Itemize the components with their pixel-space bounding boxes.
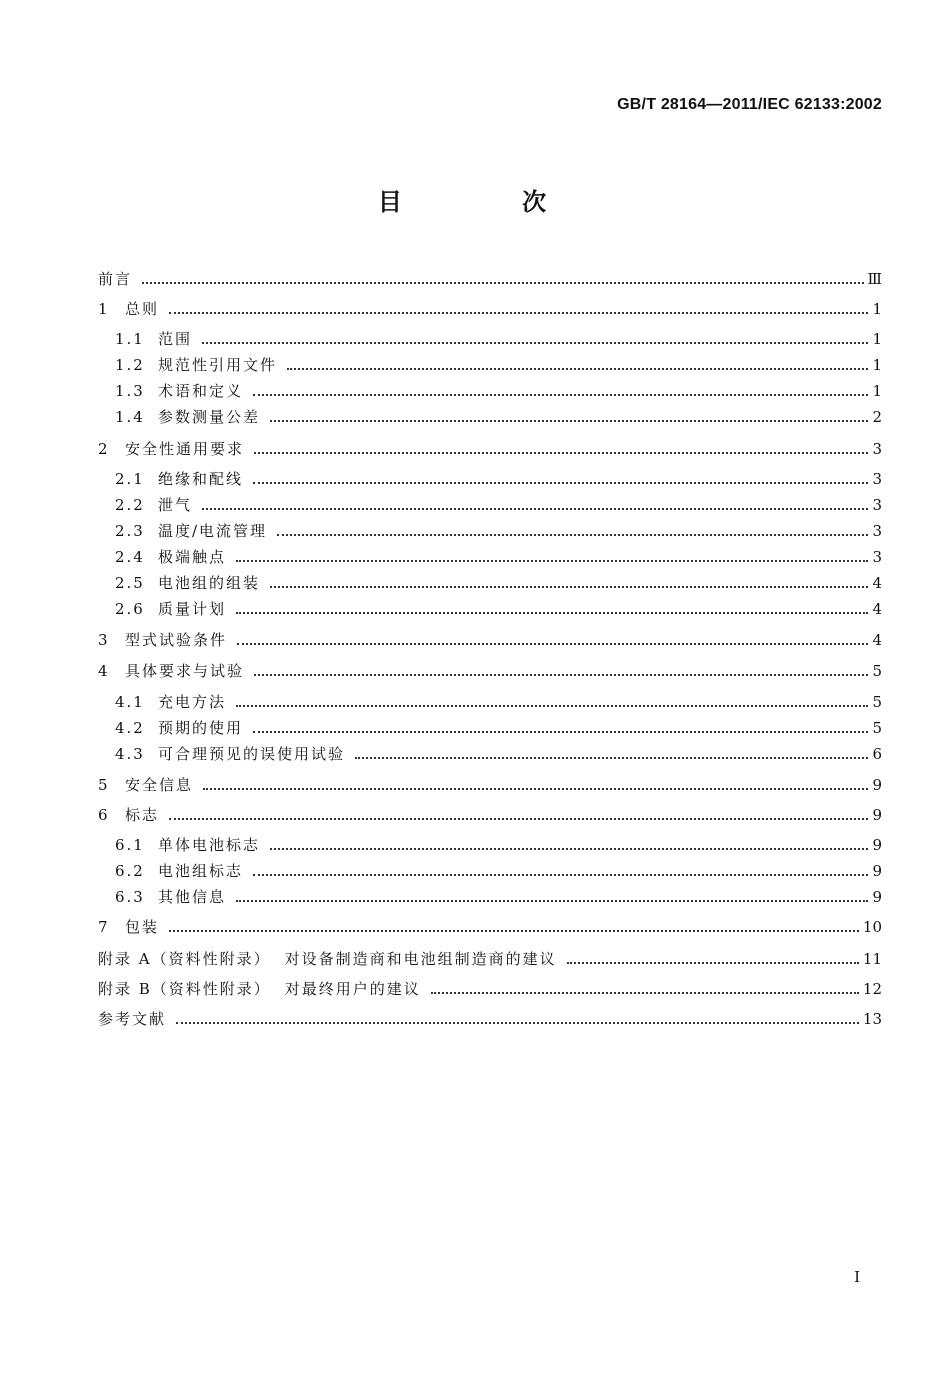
- toc-entry-title: 泄气: [158, 496, 193, 514]
- toc-entry-page: 3: [872, 470, 882, 488]
- toc-entry-number: 4.3: [115, 745, 145, 763]
- toc-entry[interactable]: [98, 836, 882, 854]
- toc-leader-dots: [176, 1021, 859, 1024]
- toc-entry[interactable]: [98, 719, 882, 737]
- toc-entry[interactable]: [98, 440, 882, 458]
- toc-entry-page: 1: [872, 330, 882, 348]
- toc-entry[interactable]: [98, 631, 882, 649]
- toc-entry-page: 3: [872, 440, 882, 458]
- toc-entry[interactable]: [98, 693, 882, 711]
- toc-entry-page: 1: [872, 382, 882, 400]
- toc-entry-number: 1.3: [115, 382, 145, 400]
- toc-entry-number: 2.1: [115, 470, 145, 488]
- toc-entry[interactable]: [98, 888, 882, 906]
- toc-leader-dots: [253, 730, 868, 733]
- toc-entry[interactable]: [98, 330, 882, 348]
- toc-leader-dots: [202, 341, 868, 344]
- toc-entry-page: 12: [862, 980, 882, 998]
- toc-entry[interactable]: [98, 918, 882, 936]
- toc-entry-title: 充电方法: [158, 693, 227, 711]
- toc-entry-number: 6.2: [115, 862, 145, 880]
- toc-entry-title: 极端触点: [158, 548, 227, 566]
- toc-entry-number: 2.6: [115, 600, 145, 618]
- toc-entry-title: 标志: [125, 806, 160, 824]
- toc-entry-page: 3: [872, 548, 882, 566]
- toc-entry[interactable]: [98, 806, 882, 824]
- toc-entry-title: 参考文献: [98, 1010, 167, 1028]
- toc-entry[interactable]: [98, 382, 882, 400]
- toc-entry-title: 电池组标志: [158, 862, 244, 880]
- toc-entry[interactable]: [98, 574, 882, 592]
- toc-entry-title: 安全信息: [125, 776, 194, 794]
- toc-entry-page: 6: [872, 745, 882, 763]
- toc-entry-number: 4: [98, 662, 110, 680]
- toc-entry-page: 5: [872, 693, 882, 711]
- toc-entry-title: 参数测量公差: [158, 408, 261, 426]
- toc-entry-number: 1.2: [115, 356, 145, 374]
- toc-leader-dots: [237, 642, 868, 645]
- toc-entry-page: 9: [872, 806, 882, 824]
- toc-leader-dots: [169, 929, 859, 932]
- toc-leader-dots: [236, 611, 868, 614]
- toc-entry-title: 包装: [125, 918, 160, 936]
- toc-entry-number: 4.2: [115, 719, 145, 737]
- toc-entry-title: 绝缘和配线: [158, 470, 244, 488]
- toc-entry-title: 可合理预见的误使用试验: [158, 745, 346, 763]
- page-number: I: [854, 1268, 860, 1286]
- toc-leader-dots: [142, 281, 864, 284]
- toc-entry-title: 对最终用户的建议: [284, 980, 421, 998]
- toc-entry[interactable]: [98, 270, 882, 288]
- toc-entry-title: 前言: [98, 270, 133, 288]
- toc-entry-number: 附录 B（资料性附录）: [98, 980, 271, 998]
- toc-entry-number: 1.4: [115, 408, 145, 426]
- toc-entry-title: 规范性引用文件: [158, 356, 278, 374]
- toc-leader-dots: [253, 873, 868, 876]
- toc-entry[interactable]: [98, 662, 882, 680]
- toc-leader-dots: [203, 787, 868, 790]
- toc-entry-page: 11: [862, 950, 882, 968]
- page-title: 目 次: [377, 188, 603, 216]
- toc-entry[interactable]: [98, 600, 882, 618]
- toc-entry-number: 2: [98, 440, 110, 458]
- toc-entry-page: 9: [872, 862, 882, 880]
- toc-leader-dots: [254, 451, 868, 454]
- toc-entry-number: 7: [98, 918, 110, 936]
- toc-entry[interactable]: [98, 548, 882, 566]
- toc-leader-dots: [236, 559, 868, 562]
- toc-entry-number: 附录 A（资料性附录）: [98, 950, 271, 968]
- toc-leader-dots: [567, 961, 859, 964]
- toc-entry-page: 9: [872, 836, 882, 854]
- toc-entry-title: 总则: [125, 300, 160, 318]
- toc-leader-dots: [287, 367, 868, 370]
- toc-leader-dots: [270, 847, 868, 850]
- toc-leader-dots: [270, 419, 868, 422]
- toc-leader-dots: [169, 311, 868, 314]
- toc-entry[interactable]: [98, 745, 882, 763]
- toc-entry-page: 4: [872, 574, 882, 592]
- toc-entry[interactable]: [98, 522, 882, 540]
- toc-entry-title: 温度/电流管理: [158, 522, 268, 540]
- toc-entry-page: 13: [862, 1010, 882, 1028]
- toc-entry-number: 4.1: [115, 693, 145, 711]
- toc-entry-page: 1: [872, 300, 882, 318]
- toc-leader-dots: [236, 899, 868, 902]
- toc-leader-dots: [236, 704, 868, 707]
- toc-entry-page: 3: [872, 496, 882, 514]
- toc-entry-page: 9: [872, 888, 882, 906]
- toc-leader-dots: [355, 756, 868, 759]
- toc-entry[interactable]: [98, 496, 882, 514]
- toc-entry-number: 2.2: [115, 496, 145, 514]
- toc-entry-number: 6.1: [115, 836, 145, 854]
- toc-entry-title: 单体电池标志: [158, 836, 261, 854]
- toc-entry-title: 其他信息: [158, 888, 227, 906]
- toc-entry-page: 3: [872, 522, 882, 540]
- toc-entry[interactable]: [98, 470, 882, 488]
- toc-entry[interactable]: [98, 356, 882, 374]
- toc-entry-page: 10: [862, 918, 882, 936]
- toc-entry-title: 质量计划: [158, 600, 227, 618]
- toc-entry[interactable]: [98, 408, 882, 426]
- standard-code: GB/T 28164—2011/IEC 62133:2002: [617, 96, 882, 113]
- toc-leader-dots: [277, 533, 868, 536]
- toc-entry[interactable]: [98, 776, 882, 794]
- toc-entry[interactable]: [98, 1010, 882, 1028]
- toc-leader-dots: [202, 507, 868, 510]
- toc-leader-dots: [270, 585, 868, 588]
- toc-entry-title: 具体要求与试验: [125, 662, 245, 680]
- toc-entry-page: 4: [872, 631, 882, 649]
- toc-entry-title: 预期的使用: [158, 719, 244, 737]
- toc-entry-page: 1: [872, 356, 882, 374]
- toc-entry-page: Ⅲ: [867, 270, 882, 288]
- toc-entry-page: 5: [872, 719, 882, 737]
- toc-entry-number: 1: [98, 300, 110, 318]
- toc-entry-number: 1.1: [115, 330, 145, 348]
- toc-entry-title: 对设备制造商和电池组制造商的建议: [284, 950, 557, 968]
- toc-entry-page: 4: [872, 600, 882, 618]
- toc-entry[interactable]: [98, 980, 882, 998]
- toc-entry-title: 术语和定义: [158, 382, 244, 400]
- toc-entry-title: 电池组的组装: [158, 574, 261, 592]
- toc-leader-dots: [431, 991, 859, 994]
- toc-entry-page: 2: [872, 408, 882, 426]
- toc-entry-number: 2.3: [115, 522, 145, 540]
- toc-entry-number: 6.3: [115, 888, 145, 906]
- toc-leader-dots: [253, 393, 868, 396]
- toc-entry-number: 2.5: [115, 574, 145, 592]
- toc-leader-dots: [253, 481, 868, 484]
- toc-entry-page: 9: [872, 776, 882, 794]
- toc-entry-number: 6: [98, 806, 110, 824]
- toc-entry[interactable]: [98, 862, 882, 880]
- toc-entry-title: 范围: [158, 330, 193, 348]
- toc-leader-dots: [254, 673, 868, 676]
- toc-entry-title: 安全性通用要求: [125, 440, 245, 458]
- toc-entry-page: 5: [872, 662, 882, 680]
- toc-entry-number: 3: [98, 631, 110, 649]
- toc-entry-number: 5: [98, 776, 110, 794]
- toc-entry[interactable]: [98, 300, 882, 318]
- toc-entry[interactable]: [98, 950, 882, 968]
- toc-entry-number: 2.4: [115, 548, 145, 566]
- toc-leader-dots: [169, 817, 868, 820]
- toc-entry-title: 型式试验条件: [125, 631, 228, 649]
